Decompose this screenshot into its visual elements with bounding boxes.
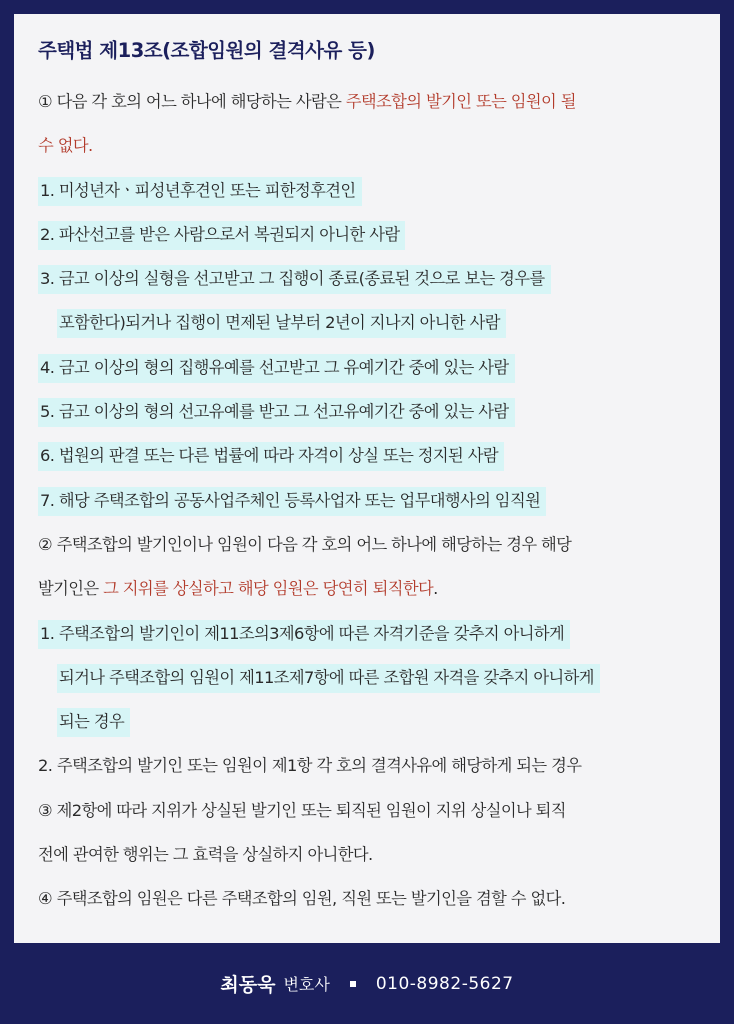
highlighted-text: 3. 금고 이상의 실형을 선고받고 그 집행이 종료(종료된 것으로 보는 경우를 (38, 265, 551, 294)
paragraph-3-line-2: 전에 관여한 행위는 그 효력을 상실하지 아니한다. (38, 845, 373, 865)
highlighted-text: 되는 경우 (57, 708, 130, 737)
paragraph-2-emphasis: 그 지위를 상실하고 해당 임원은 당연히 퇴직한다 (103, 579, 434, 599)
highlighted-text: 1. 미성년자ㆍ피성년후견인 또는 피한정후견인 (38, 177, 362, 206)
clause-2-item-1-cont (38, 656, 700, 700)
paragraph-1-text: ① 다음 각 호의 어느 하나에 해당하는 사람은 (38, 92, 346, 111)
highlighted-text: 4. 금고 이상의 형의 집행유예를 선고받고 그 유예기간 중에 있는 사람 (38, 354, 515, 383)
paragraph-1-line-1 (38, 80, 700, 124)
clause-1-item-4 (38, 346, 700, 390)
highlighted-text: 2. 파산선고를 받은 사람으로서 복권되지 아니한 사람 (38, 221, 405, 250)
separator-square-icon (350, 981, 356, 987)
paragraph-1-emphasis: 주택조합의 발기인 또는 임원이 될 (345, 92, 576, 111)
paragraph-1-line-2 (38, 124, 700, 168)
clause-2-item-1-cont-2 (38, 700, 700, 744)
paragraph-4: ④ 주택조합의 임원은 다른 주택조합의 임원, 직원 또는 발기인을 겸할 수 없다. (38, 889, 566, 909)
clause-2-item-1 (38, 612, 700, 656)
clause-1-item-1 (38, 169, 700, 213)
clause-1-item-3 (38, 257, 700, 301)
highlighted-text: 1. 주택조합의 발기인이 제11조의3제6항에 따른 자격기준을 갖추지 아니하게 (38, 620, 570, 649)
paragraph-2-text: 발기인은 (38, 579, 104, 599)
clause-1-item-5 (38, 390, 700, 434)
paragraph-3-line-1: ③ 제2항에 따라 지위가 상실된 발기인 또는 퇴직된 임원이 지위 상실이나 퇴직 (38, 800, 566, 820)
highlighted-text: 6. 법원의 판결 또는 다른 법률에 따라 자격이 상실 또는 정지된 사람 (38, 442, 504, 471)
clause-2-item-2: 2. 주택조합의 발기인 또는 임원이 제1항 각 호의 결격사유에 해당하게 되는 경우 (38, 756, 582, 776)
paragraph-2-line-1: ② 주택조합의 발기인이나 임원이 다음 각 호의 어느 하나에 해당하는 경우 해당 (38, 534, 572, 554)
paragraph-2-line-2 (38, 567, 700, 611)
highlighted-text: 포함한다)되거나 집행이 면제된 날부터 2년이 지나지 아니한 사람 (57, 309, 506, 338)
phone-number: 010-8982-5627 (375, 973, 514, 994)
contact-footer (0, 943, 734, 1024)
highlighted-text: 5. 금고 이상의 형의 선고유예를 받고 그 선고유예기간 중에 있는 사람 (38, 398, 515, 427)
law-article-card (14, 14, 720, 943)
highlighted-text: 7. 해당 주택조합의 공동사업주체인 등록사업자 또는 업무대행사의 임직원 (38, 487, 546, 516)
clause-1-item-6 (38, 434, 700, 478)
clause-1-item-2 (38, 213, 700, 257)
paragraph-2-period: . (433, 579, 438, 599)
paragraph-1-emphasis-cont: 수 없다. (38, 136, 93, 156)
clause-1-item-7 (38, 479, 700, 523)
lawyer-title: 변호사 (283, 975, 330, 994)
highlighted-text: 되거나 주택조합의 임원이 제11조제7항에 따른 조합원 자격을 갖추지 아니하게 (57, 664, 600, 693)
clause-1-item-3-cont (38, 301, 700, 345)
lawyer-name: 최동욱 (220, 974, 276, 996)
article-title: 주택법 제13조(조합임원의 결격사유 등) (38, 39, 375, 62)
